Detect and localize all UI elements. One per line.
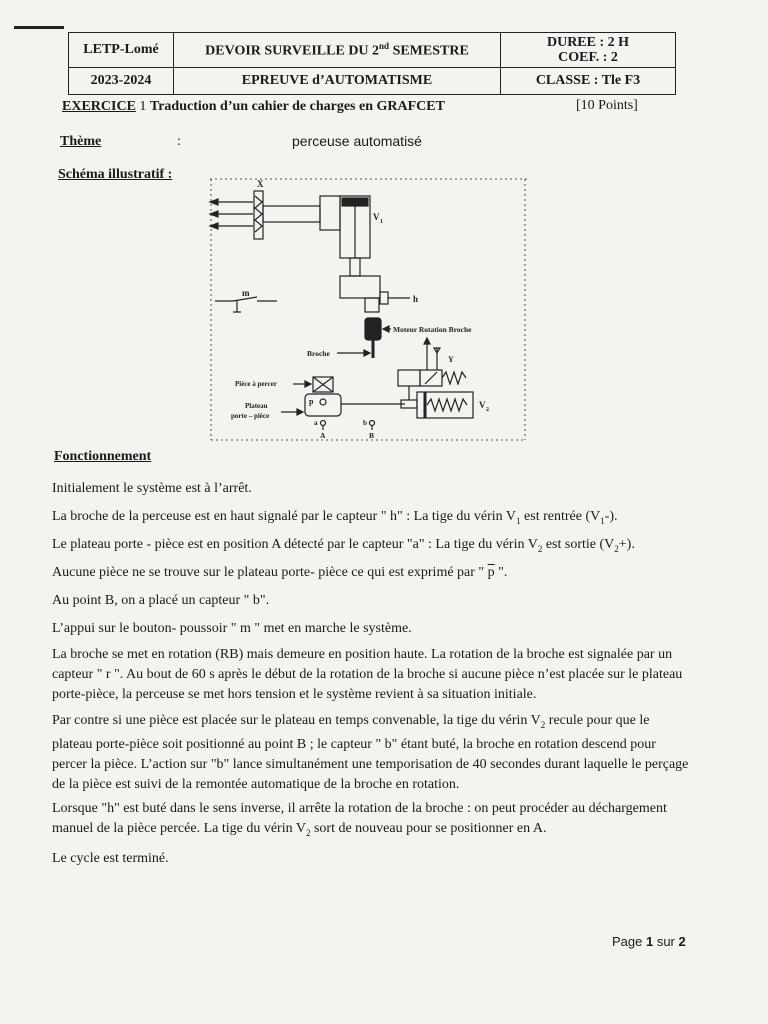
footer-page-total: 2 bbox=[678, 934, 686, 949]
arrow-head-3 bbox=[210, 223, 218, 229]
plateau-arrow bbox=[297, 409, 303, 415]
exercise-heading bbox=[62, 99, 445, 115]
theme-value: perceuse automatisé bbox=[292, 133, 422, 149]
paragraph-3 bbox=[52, 535, 692, 559]
exercise-points: [10 Points] bbox=[576, 98, 638, 113]
valve-arrow-up bbox=[424, 338, 430, 344]
school-cell bbox=[69, 33, 174, 68]
text-p6: L’appui sur le bouton- poussoir " m " met en marche le système. bbox=[52, 621, 412, 636]
text-p10: Le cycle est terminé. bbox=[52, 851, 169, 866]
title-cell bbox=[174, 33, 501, 68]
section-fonctionnement-title: Fonctionnement bbox=[54, 449, 152, 464]
top-margin-mark bbox=[14, 26, 64, 29]
motor-body bbox=[365, 318, 381, 340]
text-p2-sub: 1 bbox=[516, 515, 521, 526]
coupling-spring bbox=[255, 196, 262, 232]
label-v2: V bbox=[479, 400, 486, 410]
label-v1: V bbox=[373, 212, 380, 222]
text-p2a: La broche de la perceuse est en haut signalé par le capteur " h" : La tige du vérin V bbox=[52, 509, 517, 524]
spindle-head bbox=[340, 276, 380, 298]
label-piece: Pièce à percer bbox=[235, 380, 277, 388]
paragraph-9 bbox=[52, 799, 692, 843]
exam-title: DEVOIR SURVEILLE DU 2 bbox=[205, 43, 380, 59]
text-p8b: recule pour que le plateau porte-pièce soit positionné au point B ; le capteur " b" étant buté, la broche en rotation descend pour percer la pièce. L’action sur "b" lance simultanément une temporisation de 40 secondes durant laquelle le perçage de la pièce est suivi de la remontée automatique de la broche en rotation. bbox=[52, 713, 689, 792]
label-point-b: B bbox=[369, 431, 375, 440]
sensor-h-body bbox=[380, 292, 388, 304]
school-name: LETP-Lomé bbox=[83, 42, 159, 57]
paragraph-6 bbox=[52, 619, 692, 639]
class-cell bbox=[501, 68, 676, 95]
exam-title-sup: nd bbox=[379, 40, 390, 51]
text-p5: Au point B, on a placé un capteur " b". bbox=[52, 593, 270, 608]
text-p4-pbar: $\overline{p}$ bbox=[487, 565, 495, 580]
exercise-title: Traduction d’un cahier de charges en GRAFCET bbox=[149, 99, 445, 114]
text-p9-sub: 2 bbox=[305, 827, 311, 838]
motor-arrow bbox=[383, 326, 389, 332]
paragraph-2 bbox=[52, 507, 692, 531]
label-a: a bbox=[314, 419, 318, 427]
paragraph-7 bbox=[52, 645, 692, 705]
text-p3c: +). bbox=[618, 537, 635, 552]
text-p2-sub2: 1 bbox=[600, 515, 605, 526]
school-year: 2023-2024 bbox=[90, 73, 152, 88]
text-p1: Initialement le système est à l’arrêt. bbox=[52, 481, 252, 496]
text-p2c: -). bbox=[604, 509, 618, 524]
schema-label: Schéma illustratif : bbox=[58, 167, 173, 182]
text-p9a: Lorsque "h" est buté dans le sens inverse, il arrête la rotation de la broche : on peut procéder au déchargement manuel de la pièce percée. La tige du vérin V bbox=[52, 801, 667, 836]
broche-arrow bbox=[364, 350, 370, 356]
valve-spring bbox=[442, 372, 466, 384]
text-p3a: Le plateau porte - pièce est en position A détecté par le capteur "a" : La tige du vérin V bbox=[52, 537, 538, 552]
drill-diagram bbox=[205, 172, 535, 444]
theme-colon: : bbox=[177, 134, 181, 149]
sensor-b bbox=[370, 421, 375, 426]
cylinder-v2-spring bbox=[427, 399, 467, 411]
label-v2-sub: 2 bbox=[486, 407, 489, 413]
exercise-number: 1 bbox=[135, 99, 150, 114]
label-v1-sub: 1 bbox=[380, 219, 383, 225]
label-moteur: Moteur Rotation Broche bbox=[393, 325, 472, 334]
label-b: b bbox=[363, 419, 367, 427]
paragraph-10 bbox=[52, 849, 692, 869]
text-p3b: est sortie (V bbox=[542, 537, 615, 552]
label-x: X bbox=[257, 179, 264, 189]
text-p8-sub: 2 bbox=[540, 719, 546, 730]
piece-arrow bbox=[305, 381, 311, 387]
text-p2b: est rentrée (V bbox=[520, 509, 601, 524]
label-p: p bbox=[309, 397, 314, 406]
text-p3-sub: 2 bbox=[537, 543, 543, 554]
exam-title-end: SEMESTRE bbox=[389, 43, 469, 59]
cylinder-v1-piston bbox=[342, 198, 368, 206]
duration-cell bbox=[501, 33, 676, 68]
label-plateau: Plateau bbox=[245, 402, 268, 410]
header-table bbox=[68, 32, 676, 95]
label-plateau-2: porte – pièce bbox=[231, 412, 270, 420]
v1-rod bbox=[350, 258, 360, 276]
paragraph-5 bbox=[52, 591, 692, 611]
paragraph-1 bbox=[52, 479, 692, 499]
text-p7: La broche se met en rotation (RB) mais demeure en position haute. La rotation de la broche est signalée par un capteur " r ". Au bout de 60 s après le début de la rotation de la broche si aucune pièce n’est placée sur le plateau porte-pièce, la perceuse se met hors tension et le système revient à sa situation initiale. bbox=[52, 647, 683, 702]
footer-sur: sur bbox=[653, 934, 679, 949]
exercise-label: EXERCICE bbox=[62, 99, 136, 114]
label-broche: Broche bbox=[307, 349, 330, 358]
sensor-a bbox=[321, 421, 326, 426]
label-y: Y bbox=[448, 355, 454, 364]
footer-page-label: Page bbox=[612, 934, 646, 949]
subject-cell bbox=[174, 68, 501, 95]
label-h: h bbox=[413, 294, 419, 304]
exam-subject: EPREUVE d’AUTOMATISME bbox=[241, 73, 433, 88]
horizontal-arm bbox=[263, 206, 320, 222]
arrow-head-2 bbox=[210, 211, 218, 217]
valve-flow-arrow bbox=[425, 372, 437, 384]
paragraph-4 bbox=[52, 563, 692, 583]
paragraph-8 bbox=[52, 711, 692, 795]
year-cell bbox=[69, 68, 174, 95]
label-point-a: A bbox=[320, 431, 326, 440]
spindle-neck bbox=[365, 298, 379, 312]
text-p9b: sort de nouveau pour se positionner en A. bbox=[310, 821, 547, 836]
theme-label: Thème bbox=[60, 134, 102, 149]
text-p4b: ". bbox=[494, 565, 508, 580]
valve-cell-1 bbox=[398, 370, 420, 386]
page-footer bbox=[612, 934, 686, 949]
coefficient: COEF. : 2 bbox=[558, 50, 618, 65]
class-level: CLASSE : Tle F3 bbox=[535, 73, 641, 88]
footer-page-num: 1 bbox=[645, 934, 654, 949]
text-p4a: Aucune pièce ne se trouve sur le plateau porte- pièce ce qui est exprimé par " bbox=[52, 565, 488, 580]
sensor-p bbox=[320, 399, 326, 405]
duration: DUREE : 2 H bbox=[546, 35, 630, 50]
text-p8a: Par contre si une pièce est placée sur le plateau en temps convenable, la tige du vérin V bbox=[52, 713, 541, 728]
text-p3-sub2: 2 bbox=[614, 543, 619, 554]
column-block bbox=[320, 196, 340, 230]
label-m: m bbox=[242, 288, 250, 298]
